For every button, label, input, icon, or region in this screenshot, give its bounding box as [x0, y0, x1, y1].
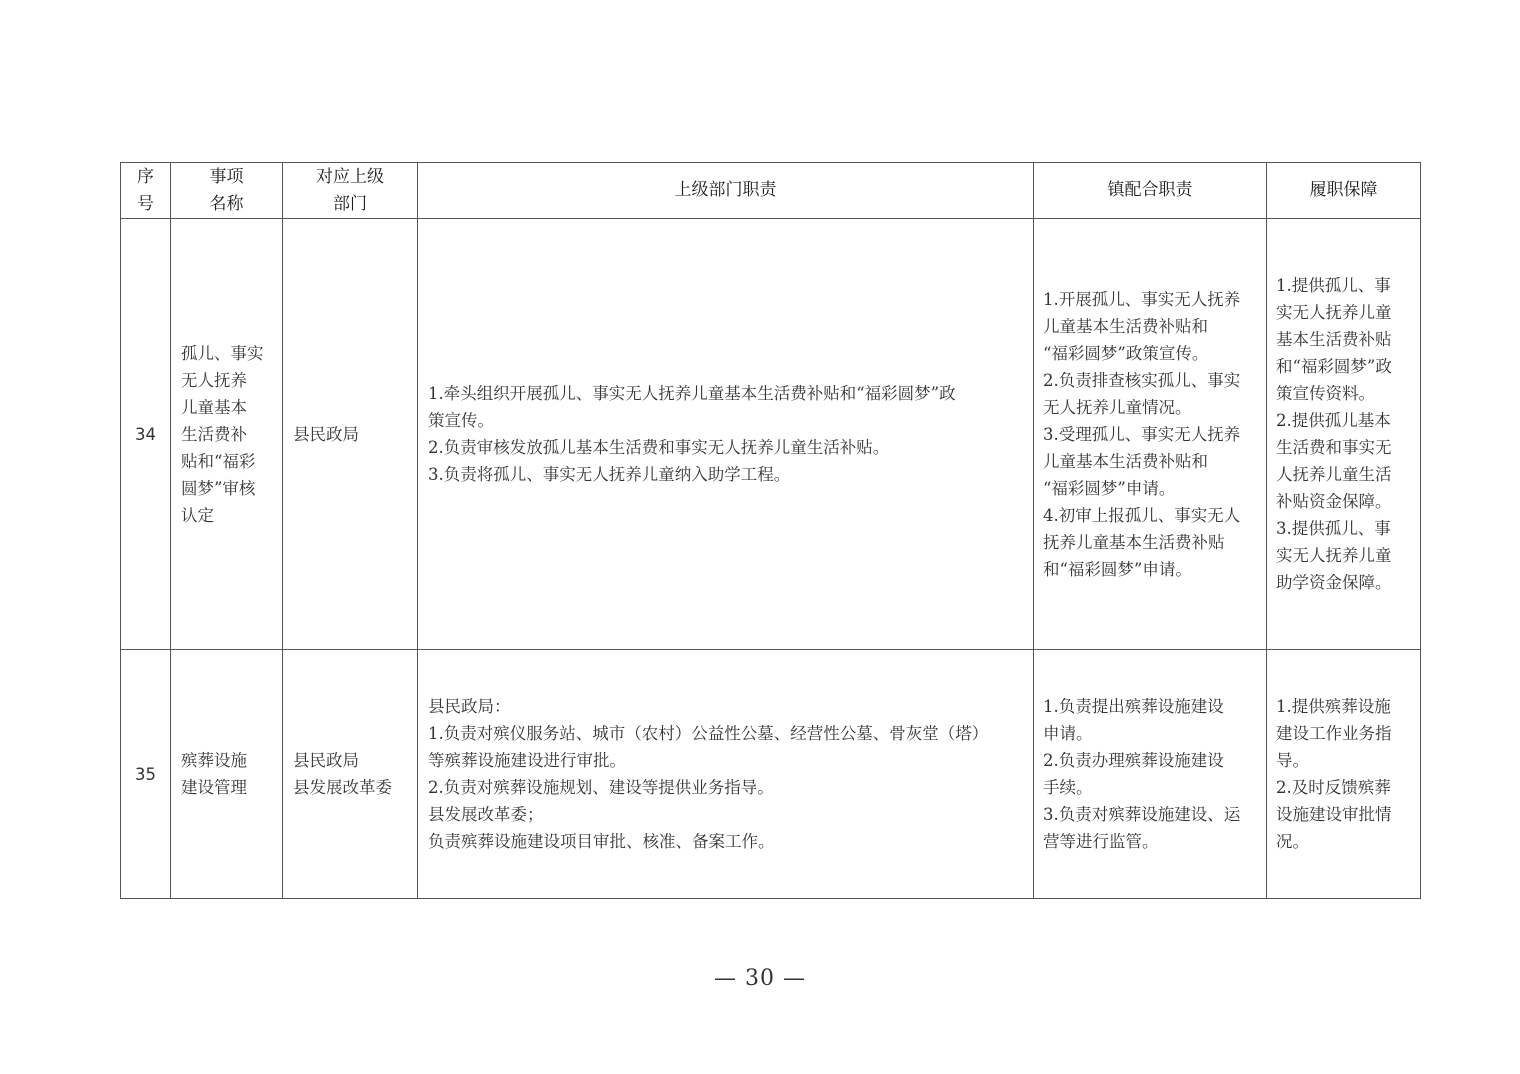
- cell-superior-duties: [418, 650, 1034, 899]
- cell-line: 1.负责对殡仪服务站、城市（农村）公益性公墓、经营性公墓、骨灰堂（塔）: [428, 724, 989, 743]
- cell-line: 儿童基本: [181, 397, 247, 417]
- cell-line: 抚养儿童基本生活费补贴: [1043, 532, 1225, 552]
- cell-line: 策宣传资料。: [1276, 384, 1375, 403]
- cell-line: 2.提供孤儿基本: [1276, 411, 1391, 430]
- cell-line: 建设管理: [181, 778, 247, 797]
- cell-line: 殡葬设施: [181, 751, 247, 770]
- cell-line: 生活费和事实无: [1276, 438, 1392, 457]
- cell-line: 策宣传。: [428, 411, 494, 430]
- cell-guarantee: [1267, 219, 1421, 650]
- header-item-name: [171, 163, 283, 219]
- cell-superior-dept: [283, 219, 418, 650]
- header-name-line-2: 名称: [209, 193, 244, 214]
- cell-line: 助学资金保障。: [1276, 573, 1392, 592]
- header-dept-line-2: 部门: [333, 193, 367, 214]
- cell-line: 无人抚养: [181, 370, 247, 390]
- cell-town-duties: [1034, 650, 1267, 899]
- cell-item-name: [171, 650, 283, 899]
- cell-line: 等殡葬设施建设进行审批。: [428, 751, 626, 770]
- header-seq-line-1: 序: [137, 166, 154, 187]
- cell-seq: 34: [121, 219, 171, 650]
- cell-line: 负责殡葬设施建设项目审批、核准、备案工作。: [428, 832, 775, 851]
- cell-line: 和“福彩圆梦”政: [1276, 357, 1392, 376]
- cell-line: 3.提供孤儿、事: [1276, 519, 1391, 538]
- cell-line: 设施建设审批情: [1276, 805, 1392, 824]
- header-town-duties: 镇配合职责: [1034, 163, 1267, 219]
- cell-line: “福彩圆梦”申请。: [1043, 478, 1176, 498]
- cell-line: 1.负责提出殡葬设施建设: [1043, 697, 1224, 716]
- cell-line: 2.及时反馈殡葬: [1276, 778, 1391, 797]
- cell-line: 补贴资金保障。: [1276, 492, 1392, 511]
- cell-line: 和“福彩圆梦”申请。: [1043, 559, 1192, 579]
- cell-line: 1.牵头组织开展孤儿、事实无人抚养儿童基本生活费补贴和“福彩圆梦”政: [428, 384, 956, 403]
- cell-line: 4.初审上报孤儿、事实无人: [1043, 505, 1241, 525]
- header-superior-dept: [283, 163, 418, 219]
- cell-line: 无人抚养儿童情况。: [1043, 397, 1192, 417]
- cell-line: 1.开展孤儿、事实无人抚养: [1043, 289, 1241, 309]
- cell-superior-duties: [418, 219, 1034, 650]
- cell-line: 县民政局: [293, 424, 359, 444]
- cell-line: 实无人抚养儿童: [1276, 303, 1392, 322]
- cell-guarantee: [1267, 650, 1421, 899]
- duties-table: [120, 162, 1421, 899]
- cell-line: 3.受理孤儿、事实无人抚养: [1043, 424, 1241, 444]
- cell-line: 县发展改革委；: [428, 805, 544, 824]
- cell-line: 人抚养儿童生活: [1276, 465, 1392, 484]
- cell-line: 3.负责将孤儿、事实无人抚养儿童纳入助学工程。: [428, 465, 791, 484]
- cell-line: 生活费补: [181, 424, 247, 444]
- header-guarantee: 履职保障: [1267, 163, 1421, 219]
- table-row: [121, 650, 1421, 899]
- cell-line: 县发展改革委: [293, 778, 392, 797]
- cell-seq: 35: [121, 650, 171, 899]
- cell-line: 2.负责办理殡葬设施建设: [1043, 751, 1224, 770]
- cell-line: 基本生活费补贴: [1276, 330, 1392, 349]
- cell-line: 2.负责对殡葬设施规划、建设等提供业务指导。: [428, 778, 774, 797]
- cell-line: 手续。: [1043, 778, 1093, 797]
- cell-line: 孤儿、事实: [181, 343, 264, 363]
- cell-line: 儿童基本生活费补贴和: [1043, 316, 1208, 336]
- cell-line: 认定: [181, 505, 214, 525]
- cell-line: 贴和“福彩: [181, 451, 256, 471]
- cell-line: 营等进行监管。: [1043, 832, 1159, 851]
- cell-line: 儿童基本生活费补贴和: [1043, 451, 1208, 471]
- cell-line: 实无人抚养儿童: [1276, 546, 1392, 565]
- cell-line: “福彩圆梦”政策宣传。: [1043, 343, 1209, 363]
- header-name-line-1: 事项: [209, 166, 244, 187]
- cell-line: 1.提供孤儿、事: [1276, 276, 1391, 295]
- header-seq: [121, 163, 171, 219]
- page-number: — 30 —: [714, 966, 806, 991]
- cell-line: 圆梦”审核: [181, 478, 256, 498]
- header-seq-line-2: 号: [137, 193, 154, 214]
- cell-superior-dept: [283, 650, 418, 899]
- cell-line: 3.负责对殡葬设施建设、运: [1043, 805, 1241, 824]
- cell-line: 1.提供殡葬设施: [1276, 697, 1391, 716]
- cell-line: 2.负责排查核实孤儿、事实: [1043, 370, 1241, 390]
- cell-line: 2.负责审核发放孤儿基本生活费和事实无人抚养儿童生活补贴。: [428, 438, 890, 457]
- cell-item-name: [171, 219, 283, 650]
- header-superior-duties: 上级部门职责: [418, 163, 1034, 219]
- cell-line: 建设工作业务指: [1276, 724, 1392, 743]
- cell-town-duties: [1034, 219, 1267, 650]
- cell-line: 况。: [1276, 832, 1309, 851]
- table-header-row: [121, 163, 1421, 219]
- cell-line: 县民政局: [293, 751, 359, 770]
- cell-line: 县民政局：: [428, 697, 511, 716]
- cell-line: 申请。: [1043, 724, 1093, 743]
- table-row: [121, 219, 1421, 650]
- header-dept-line-1: 对应上级: [316, 166, 384, 187]
- cell-line: 导。: [1276, 751, 1309, 770]
